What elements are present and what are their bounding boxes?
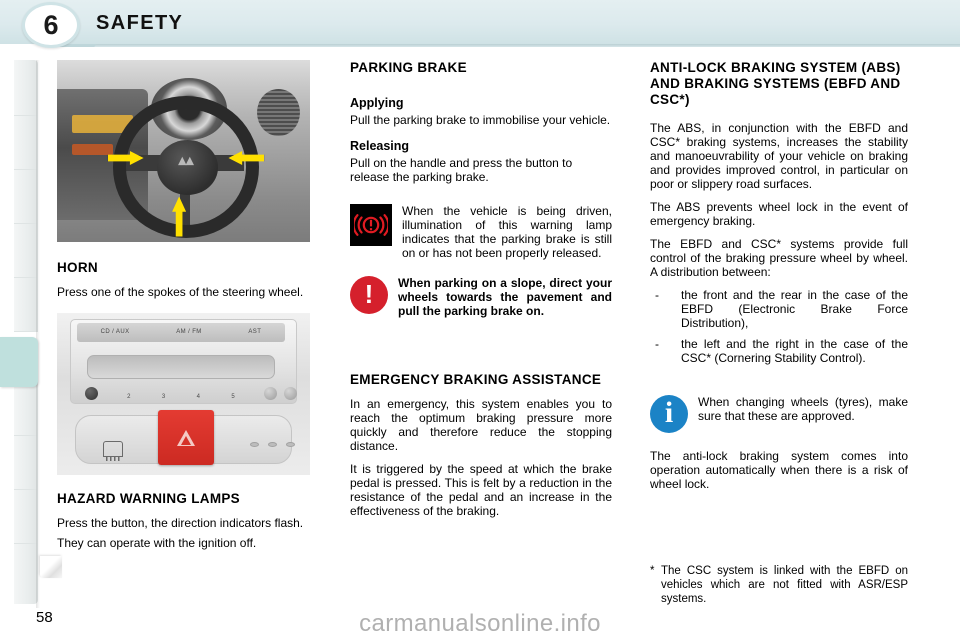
chapter-tab-9[interactable] [14, 490, 38, 544]
chapter-tab-5[interactable] [14, 278, 38, 332]
chapter-tab-2[interactable] [14, 116, 38, 170]
abs-body-2: The ABS prevents wheel lock in the event of emergency braking. [650, 199, 908, 228]
abs-closing-body: The anti-lock braking system comes into operation automatically when there is a risk of wheel lock. [650, 449, 908, 492]
hazard-triangle-inner [181, 436, 191, 445]
source-label-am-fm: AM / FM [176, 329, 202, 336]
chapter-tab-7[interactable] [14, 382, 38, 436]
middle-column [350, 60, 612, 527]
chapter-tab-10[interactable] [14, 544, 38, 604]
brake-warning-lamp-icon [350, 204, 392, 246]
cd-slot-shape [87, 355, 274, 379]
chapter-tab-3[interactable] [14, 170, 38, 224]
releasing-subheading: Releasing [350, 138, 410, 153]
preset-4: 4 [196, 394, 200, 401]
info-note-block [650, 395, 908, 433]
air-vent-shape [257, 89, 300, 136]
releasing-body: Pull on the handle and press the button to release the parking brake. [350, 155, 573, 184]
chapter-tab-strip[interactable] [14, 60, 38, 608]
abs-bullet-item: - the left and the right in the case of the CSC* (Cornering Stability Control). [650, 337, 908, 365]
preset-5: 5 [231, 394, 235, 401]
slope-warning-block [350, 276, 612, 318]
footnote-marker: * [650, 565, 655, 577]
footnote [650, 565, 908, 606]
chapter-tab-1[interactable] [14, 60, 38, 116]
chapter-tab-4[interactable] [14, 224, 38, 278]
hazard-warning-button [158, 410, 214, 465]
footnote-text: The CSC system is linked with the EBFD on vehicles which are not fitted with ASR/ESP systems. [661, 565, 908, 605]
left-column [57, 60, 310, 559]
horn-heading: HORN [57, 260, 98, 275]
chapter-number: 6 [43, 9, 59, 40]
page-title: SAFETY [96, 12, 184, 34]
preset-3: 3 [161, 394, 166, 401]
citroen-logo-icon: ▴▴ [178, 151, 194, 169]
horn-body: Press one of the spokes of the steering wheel. [57, 284, 304, 299]
info-note-text: When changing wheels (tyres), make sure that these are approved. [698, 395, 908, 424]
head-unit-source-row [77, 323, 284, 342]
preset-button-row [92, 387, 269, 406]
radio-console-photo [57, 313, 310, 475]
abs-body-3: The EBFD and CSC* systems provide full control of the braking pressure wheel by wheel. A distribution between: [650, 236, 908, 280]
right-column [650, 60, 908, 500]
abs-body-1: The ABS, in conjunction with the EBFD and CSC* braking systems, increases the stability and manoeuvrability of your vehicle on braking and provides improved control, in particular on poor or slippery road surfaces. [650, 120, 908, 191]
emergency-braking-heading: EMERGENCY BRAKING ASSISTANCE [350, 372, 602, 388]
header-underline [58, 44, 960, 47]
slope-warning-text: When parking on a slope, direct your wheels towards the pavement and pull the parking brake on. [398, 276, 612, 319]
abs-heading: ANTI-LOCK BRAKING SYSTEM (ABS) AND BRAKING SYSTEMS (EBFD AND CSC*) [650, 60, 901, 107]
source-label-ast: AST [248, 329, 262, 336]
preset-2: 2 [127, 394, 131, 401]
chapter-tab-6-active[interactable] [0, 337, 38, 387]
rear-defog-icon [103, 441, 123, 457]
parking-brake-heading: PARKING BRAKE [350, 60, 467, 75]
info-icon: i [650, 395, 688, 433]
steering-wheel-photo [57, 60, 310, 242]
hazard-body-1: Press the button, the direction indicators flash. [57, 515, 304, 530]
applying-body: Pull the parking brake to immobilise your vehicle. [350, 112, 611, 127]
hazard-heading: HAZARD WARNING LAMPS [57, 490, 240, 506]
abs-bullet-item: - the front and the rear in the case of the EBFD (Electronic Brake Force Distribution), [650, 288, 908, 330]
chapter-badge [22, 2, 80, 48]
exclamation-warning-icon: ! [350, 276, 388, 314]
watermark: carmanualsonline.info [359, 610, 601, 637]
emergency-braking-body-2: It is triggered by the speed at which the brake pedal is pressed. This is felt by a reduction in the resistance of the pedal and an increase in the effectiveness of the braking. [350, 462, 612, 519]
brake-warning-block [350, 204, 612, 260]
tab-strip-shadow [36, 60, 40, 608]
brake-warning-text: When the vehicle is being driven, illumination of this warning lamp indicates that the parking brake is still on or has not been properly released. [402, 204, 612, 261]
radio-button-shape [72, 144, 112, 155]
applying-subheading: Applying [350, 95, 404, 110]
chapter-tab-8[interactable] [14, 436, 38, 490]
abs-bullet-list [650, 288, 908, 365]
page-corner-curl [40, 556, 62, 578]
emergency-braking-body-1: In an emergency, this system enables you to reach the optimum braking pressure more quickly and therefore reduce the stopping distance. [350, 397, 612, 454]
page-number: 58 [36, 609, 53, 626]
hazard-body-2: They can operate with the ignition off. [57, 535, 257, 550]
source-label-cd-aux: CD / AUX [100, 329, 130, 336]
